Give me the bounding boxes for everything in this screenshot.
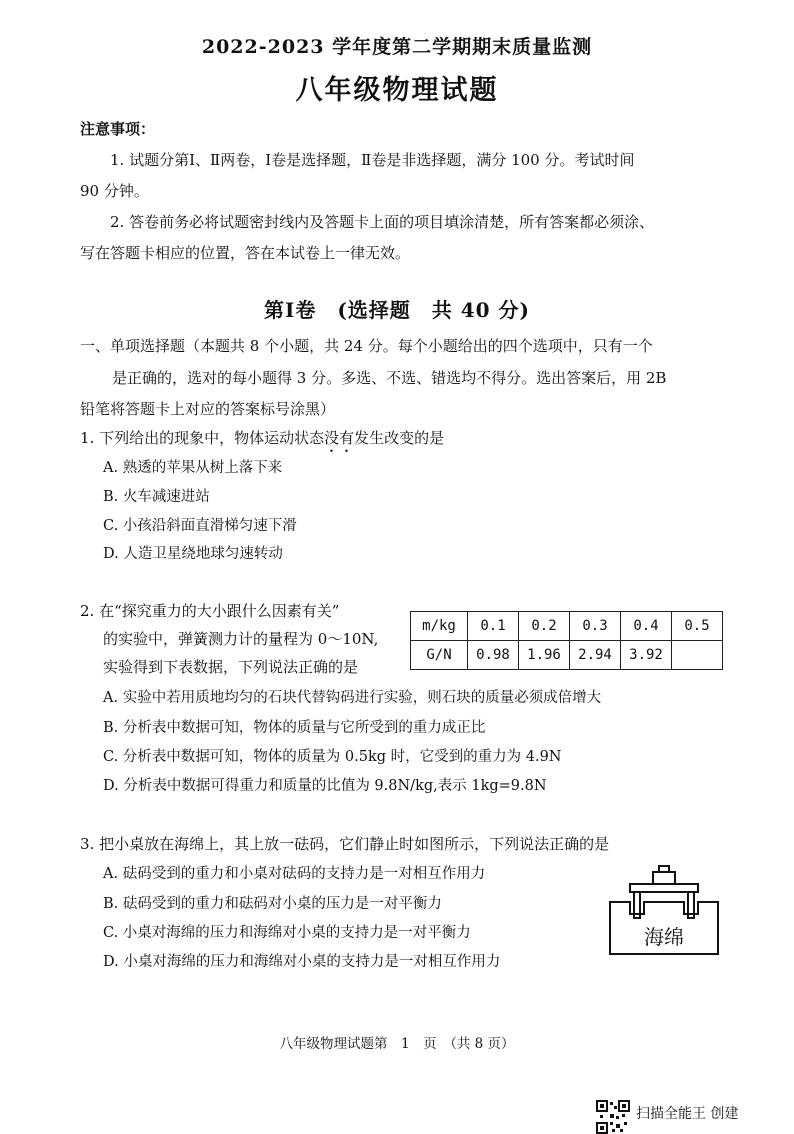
table-header-mass: m/kg [411, 612, 468, 641]
question-1-option-b: B. 火车减速进站 [103, 489, 210, 505]
question-1-option-c: C. 小孩沿斜面直滑梯匀速下滑 [103, 518, 297, 534]
table-cell: 2.94 [570, 641, 621, 670]
notice-heading: 注意事项： [80, 120, 156, 138]
question-1-stem-prefix: 1. 下列给出的现象中，物体运动状态 [80, 429, 325, 447]
exam-subtitle: 八年级物理试题 [295, 75, 499, 106]
notice-item-2-line-2: 写在答题卡相应的位置，答在本试卷上一律无效。 [80, 244, 411, 262]
question-2-option-d: D. 分析表中数据可得重力和质量的比值为 9.8N/kg,表示 1kg=9.8N [103, 778, 547, 794]
table-header-gravity: G/N [411, 641, 468, 670]
table-cell: 0.98 [468, 641, 519, 670]
section-instruction-line-2: 是正确的，选对的每小题得 3 分。多选、不选、错选均不得分。选出答案后，用 2B [112, 369, 667, 387]
notice-item-1-line-2: 90 分钟。 [80, 182, 149, 200]
question-1-option-a: A. 熟透的苹果从树上落下来 [103, 460, 283, 476]
table-cell: 1.96 [519, 641, 570, 670]
notice-item-1-line-1: 1. 试题分第Ⅰ、Ⅱ两卷，Ⅰ卷是选择题，Ⅱ卷是非选择题，满分 100 分。考试时间 [110, 151, 635, 169]
page-footer: 八年级物理试题第 1 页 （共 8 页） [279, 1036, 515, 1052]
sponge-label: 海绵 [644, 925, 684, 949]
weight-body [653, 872, 675, 884]
exam-title: 2022-2023 学年度第二学期期末质量监测 [201, 36, 593, 58]
table-cell: 0.4 [621, 612, 672, 641]
question-2-option-b: B. 分析表中数据可知，物体的质量与它所受到的重力成正比 [103, 720, 486, 736]
question-1-stem [80, 427, 444, 456]
question-3-option-d: D. 小桌对海绵的压力和海绵对小桌的支持力是一对相互作用力 [103, 954, 501, 970]
question-1-stem-suffix: 发生改变的是 [354, 429, 445, 447]
table-cell: 0.5 [672, 612, 723, 641]
scanner-watermark: 扫描全能王 创建 [636, 1106, 739, 1122]
question-2-stem-line-2: 的实验中，弹簧测力计的量程为 0～10N, [103, 630, 379, 648]
question-1-option-d: D. 人造卫星绕地球匀速转动 [103, 546, 283, 562]
table-row-gravity [411, 641, 723, 670]
question-3-option-a: A. 砝码受到的重力和小桌对砝码的支持力是一对相互作用力 [103, 866, 486, 882]
question-3-stem: 3. 把小桌放在海绵上，其上放一砝码，它们静止时如图所示，下列说法正确的是 [80, 835, 610, 853]
table-cell: 0.2 [519, 612, 570, 641]
question-2-stem-line-3: 实验得到下表数据，下列说法正确的是 [103, 658, 359, 676]
table-cell [672, 641, 723, 670]
question-2-data-table [410, 611, 723, 670]
section-title: 第Ⅰ卷 (选择题 共 40 分) [263, 298, 531, 322]
table-cell: 3.92 [621, 641, 672, 670]
question-3-option-c: C. 小桌对海绵的压力和海绵对小桌的支持力是一对平衡力 [103, 925, 471, 941]
table-on-sponge-diagram [608, 856, 728, 960]
table-top [630, 884, 698, 892]
notice-item-2-line-1: 2. 答卷前务必将试题密封线内及答题卡上面的项目填涂清楚，所有答案都必须涂、 [110, 213, 655, 231]
question-2-stem-line-1: 2. 在“探究重力的大小跟什么因素有关” [80, 602, 340, 620]
table-cell: 0.3 [570, 612, 621, 641]
section-instruction-line-3: 铅笔将答题卡上对应的答案标号涂黑） [80, 400, 336, 418]
question-2-option-a: A. 实验中若用质地均匀的石块代替钩码进行实验，则石块的质量必须成倍增大 [103, 690, 602, 706]
section-instruction-line-1: 一、单项选择题（本题共 8 个小题，共 24 分。每个小题给出的四个选项中，只有一个 [80, 337, 653, 355]
question-3-figure [608, 856, 728, 960]
table-row-mass [411, 612, 723, 641]
question-2-option-c: C. 分析表中数据可知，物体的质量为 0.5kg 时，它受到的重力为 4.9N [103, 749, 562, 765]
qr-code-icon [596, 1100, 630, 1134]
table-cell: 0.1 [468, 612, 519, 641]
question-3-option-b: B. 砝码受到的重力和砝码对小桌的压力是一对平衡力 [103, 896, 442, 912]
question-1-stem-emphasis: 没有 [324, 429, 355, 447]
